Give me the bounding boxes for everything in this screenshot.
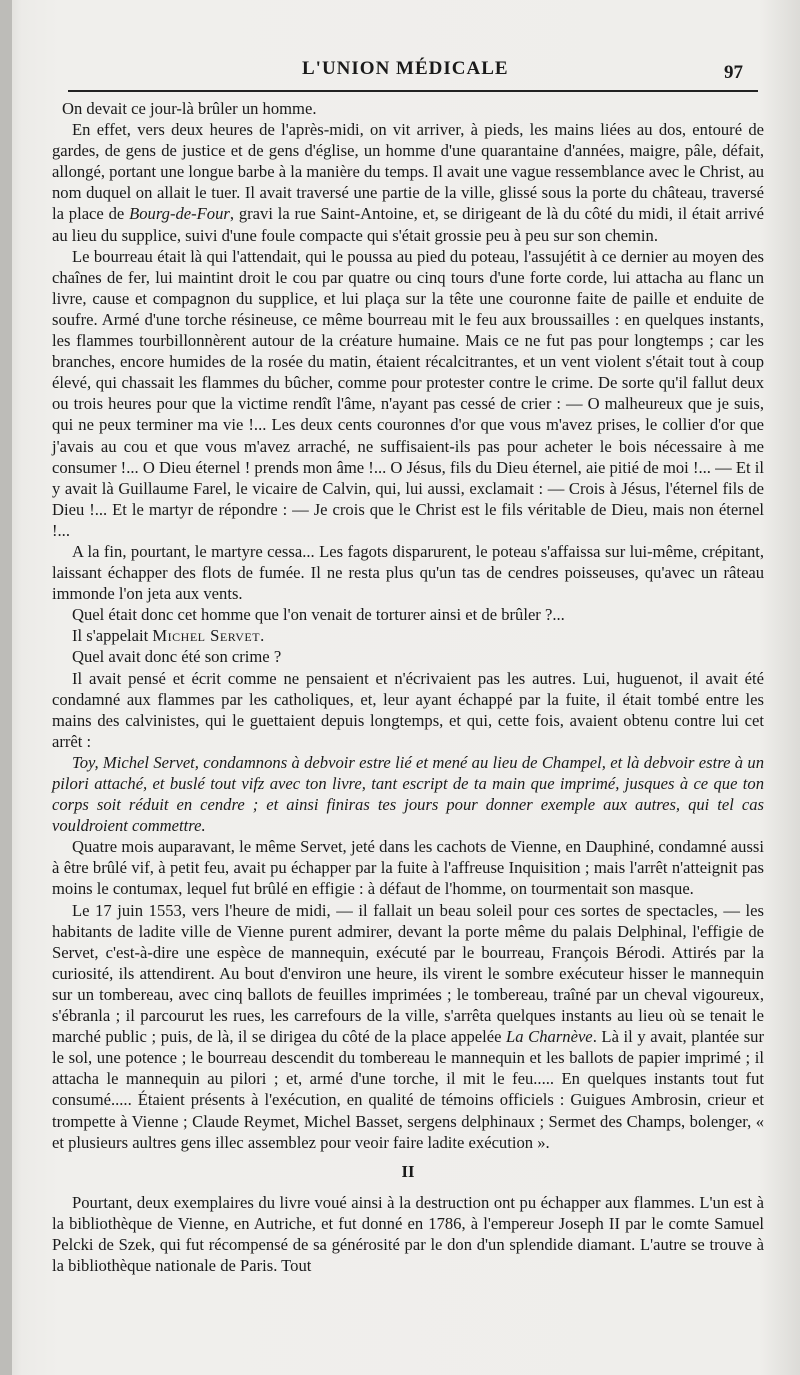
place-name: Bourg-de-Four	[129, 204, 230, 224]
paragraph: Le bourreau était là qui l'attendait, qui le poussa au pied du poteau, l'assujétit à ce dernier au moyen des chaînes de fer, lui maintint droit le cou par quatre ou cinq tours d'une forte corde, lui attacha au flanc un livre, cause et compagnon du supplice, et lui plaça sur la tête une couronne faite de paille et enduite de soufre. Armé d'une torche résineuse, ce même bourreau mit le feu aux broussailles : en quelques instants, les flammes tourbillonnèrent autour de la créature humaine. Mais ce ne fut pas pour longtemps ; car les branches, encore humides de la rosée du matin, étaient récalcitrantes, et un vent violent s'était tout à coup élevé, qui chassait les flammes du bûcher, comme pour protester contre le crime. De sorte qu'il fallut deux ou trois heures pour que la victime rendît l'âme, n'ayant pas cessé de crier : — O malheureux que je suis, qui ne peux terminer ma vie !... Les deux cents couronnes d'or que vous m'avez prises, le collier d'or que j'avais au cou et que vous m'avez arraché, ne suffisaient-ils pas pour acheter le bois nécessaire à me consumer !... O Dieu éternel ! prends mon âme !... O Jésus, fils du Dieu éternel, aie pitié de moi !... — Et il y avait là Guillaume Farel, le vicaire de Calvin, qui, lui aussi, exclamait : — Crois à Jésus, l'éternel fils de Dieu !... Et le martyr de répondre : — Je crois que le Christ est le fils véritable de Dieu, mais non éternel !...	[52, 246, 764, 540]
running-head: L'UNION MÉDICALE	[302, 58, 509, 79]
header-rule	[68, 90, 758, 92]
paragraph-text: , gravi la rue Saint-Antoine, et, se dirigeant de là du côté du midi, il était arrivé au lieu du supplice, suivi d'une foule compacte qui s'était grossie peu à peu sur son chemin.	[52, 204, 764, 245]
paragraph-text: Il s'appelait	[72, 626, 153, 646]
paragraph: Il avait pensé et écrit comme ne pensaient et n'écrivaient pas les autres. Lui, huguenot, il avait été condamné aux flammes par les catholiques, et, leur ayant échappé par la fuite, il était tombé entre les mains des calvinistes, qui le guettaient depuis longtemps, et qui, cette fois, avaient obtenu contre lui cet arrêt :	[52, 668, 764, 751]
article-body	[52, 98, 764, 1276]
paragraph: Quel était donc cet homme que l'on venait de torturer ainsi et de brûler ?...	[72, 605, 565, 625]
page-header	[0, 56, 800, 96]
verdict-quote: Toy, Michel Servet, condamnons à debvoir estre lié et mené au lieu de Champel, et là debvoir estre à un pilori attaché, et buslé tout vifz avec ton livre, tant escript de ta main que imprimé, jusques à ce que ton corps soit réduit en cendre ; et ainsi finiras tes jours pour donner exemple aux autres, qui tel cas vouldroient commettre.	[52, 752, 764, 836]
paragraph-text: .	[260, 626, 265, 646]
paragraph: Pourtant, deux exemplaires du livre voué ainsi à la destruction ont pu échapper aux flammes. L'un est à la bibliothèque de Vienne, en Autriche, et fut donné en 1786, à l'empereur Joseph II par le comte Samuel Pelcki de Szek, qui fut récompensé de sa générosité par le don d'un splendide diamant. L'autre se trouve à la bibliothèque nationale de Paris. Tout	[52, 1192, 764, 1276]
person-name: Michel Servet	[152, 626, 261, 646]
paragraph-text: Le 17 juin 1553, vers l'heure de midi, — il fallait un beau soleil pour ces sortes de spectacles, — les habitants de ladite ville de Vienne purent admirer, devant la porte même du palais Delphinal, l'effigie de Servet, c'est-à-dire une espèce de mannequin, exécuté par le bourreau, François Bérodi. Attirés par la curiosité, ils attendirent. Au bout d'environ une heure, ils virent le sombre exécuteur hisser le mannequin sur un tombereau, avec cinq ballots de feuilles imprimées ; le tombereau, traîné par un cheval vigoureux, s'ébranla ; il parcourut les rues, les carrefours de la ville, s'arrêta quelques instants au lieu où se tenait le marché public ; puis, de là, il se dirigea du côté de la place appelée	[52, 900, 764, 1047]
paragraph: A la fin, pourtant, le martyre cessa... Les fagots disparurent, le poteau s'affaissa sur lui-même, crépitant, laissant échapper des flots de fumée. Il ne resta plus qu'un tas de cendres poisseuses, qu'avec un râteau immonde l'on jeta aux vents.	[52, 541, 764, 604]
page-edge-shadow	[0, 0, 12, 1375]
paragraph	[52, 625, 764, 646]
paragraph-text: . Là il y avait, plantée sur le sol, une potence ; le bourreau descendit du tombereau le mannequin et les ballots de papier imprimé ; il attacha le mannequin au pilori ; et, armé d'une torche, il mit le feu..... En quelques instants tout fut consumé..... Étaient présents à l'exécution, en qualité de témoins officiels : Guigues Ambrosin, crieur et trompette à Vienne ; Claude Reymet, Michel Basset, sergens delphinaux ; Sermet des Champs, bolenger, « et plusieurs aultres gens illec assemblez pour veoir faire ladite exécution ».	[52, 1027, 764, 1152]
section-heading: II	[401, 1161, 415, 1181]
page-number: 97	[724, 62, 743, 83]
paragraph-text: En effet, vers deux heures de l'après-midi, on vit arriver, à pieds, les mains liées au dos, entouré de gardes, de gens de justice et de gens d'église, un homme d'une quarantaine d'années, maigre, pâle, défait, allongé, portant une longue barbe à la manière du temps. Il avait une vague ressemblance avec le Christ, au nom duquel on allait le tuer. Il avait traversé une partie de la ville, glissé sous la porte du château, traversé la place de	[52, 120, 764, 224]
paragraph: On devait ce jour-là brûler un homme.	[62, 99, 317, 118]
paragraph: Quatre mois auparavant, le même Servet, jeté dans les cachots de Vienne, en Dauphiné, condamné aussi à être brûlé vif, à petit feu, avait pu échapper par la fuite à l'affreuse Inquisition ; mais l'arrêt n'atteignit pas moins le contumax, lequel fut brûlé en effigie : à défaut de l'homme, on tourmentait son masque.	[52, 837, 764, 899]
paragraph: Quel avait donc été son crime ?	[72, 647, 282, 667]
paragraph	[52, 119, 764, 246]
paragraph	[52, 900, 764, 1153]
place-name: La Charnève	[506, 1027, 593, 1047]
